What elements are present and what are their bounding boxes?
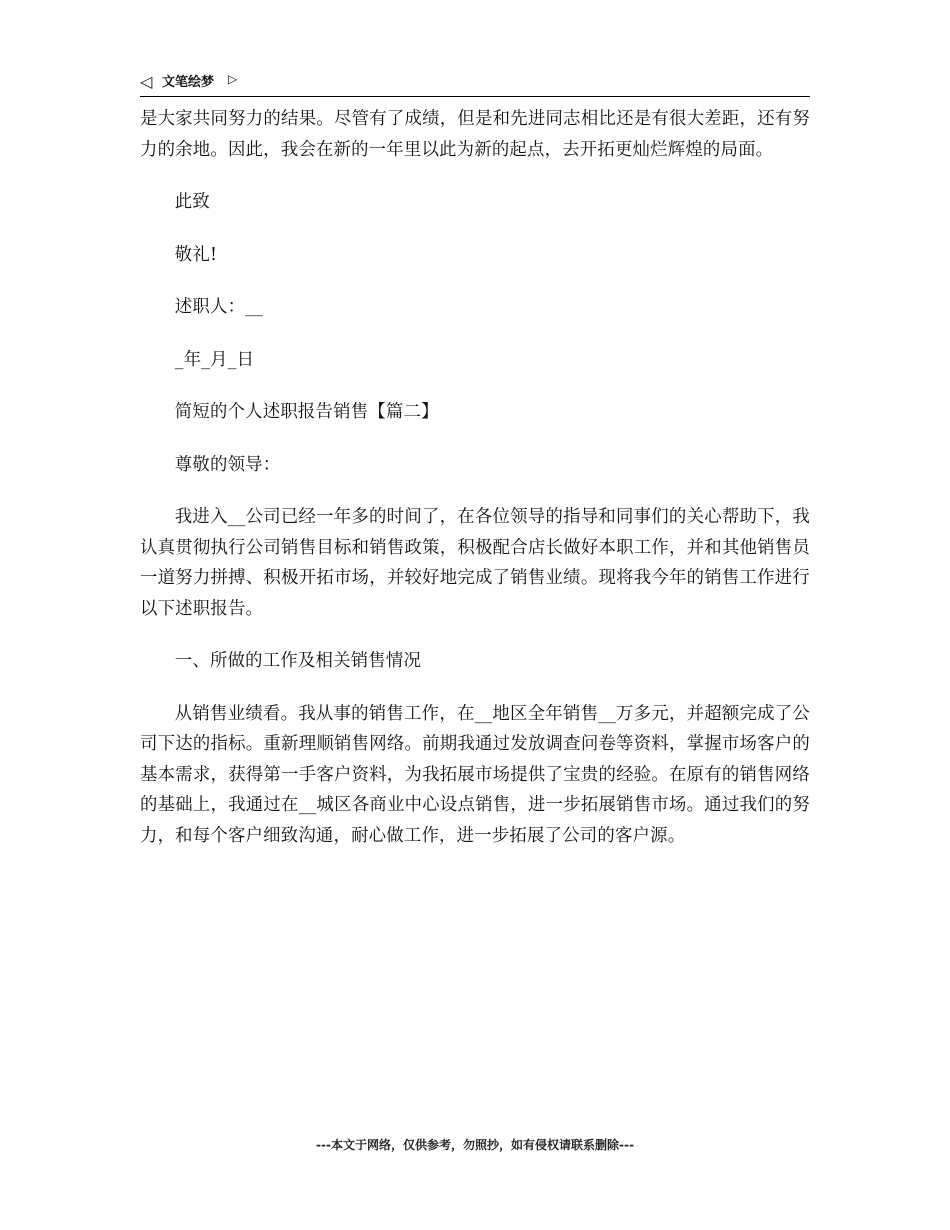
subheading: 一、所做的工作及相关销售情况	[174, 651, 422, 671]
page-header	[140, 72, 810, 97]
document-body	[140, 104, 810, 851]
closing-salutation: 此致	[174, 192, 210, 212]
page-footer: ---本文于网络，仅供参考，勿照抄，如有侵权请联系删除---	[316, 1138, 634, 1152]
paragraph-sales: 从销售业绩看。我从事的销售工作，在__地区全年销售__万多元，并超额完成了公司下达的指标。重新理顺销售网络。前期我通过发放调查问卷等资料，掌握市场客户的基本需求，获得第一手客户资料，为我拓展市场提供了宝贵的经验。在原有的销售网络的基础上，我通过在__城区各商业中心设点销售，进一步拓展销售市场。通过我们的努力，和每个客户细致沟通，耐心做工作，进一步拓展了公司的客户源。	[140, 703, 810, 846]
left-triangle-icon: ◁	[140, 72, 153, 91]
signature-line: 述职人：__	[174, 297, 263, 317]
closing-regards: 敬礼!	[174, 244, 218, 265]
header-brand: 文笔绘梦	[162, 75, 215, 90]
paragraph-intro: 我进入__公司已经一年多的时间了，在各位领导的指导和同事们的关心帮助下，我认真贯彻执行公司销售目标和销售政策，积极配合店长做好本职工作，并和其他销售员一道努力拼搏、积极开拓市场，并较好地完成了销售业绩。现将我今年的销售工作进行以下述职报告。	[140, 507, 810, 619]
paragraph-continuation: 是大家共同努力的结果。尽管有了成绩，但是和先进同志相比还是有很大差距，还有努力的余地。因此，我会在新的一年里以此为新的起点，去开拓更灿烂辉煌的局面。	[140, 109, 810, 160]
right-triangle-icon: ▷	[228, 72, 238, 86]
section-title: 简短的个人述职报告销售【篇二】	[174, 402, 439, 422]
date-line: _年_月_日	[174, 349, 255, 370]
greeting: 尊敬的领导：	[174, 454, 281, 475]
